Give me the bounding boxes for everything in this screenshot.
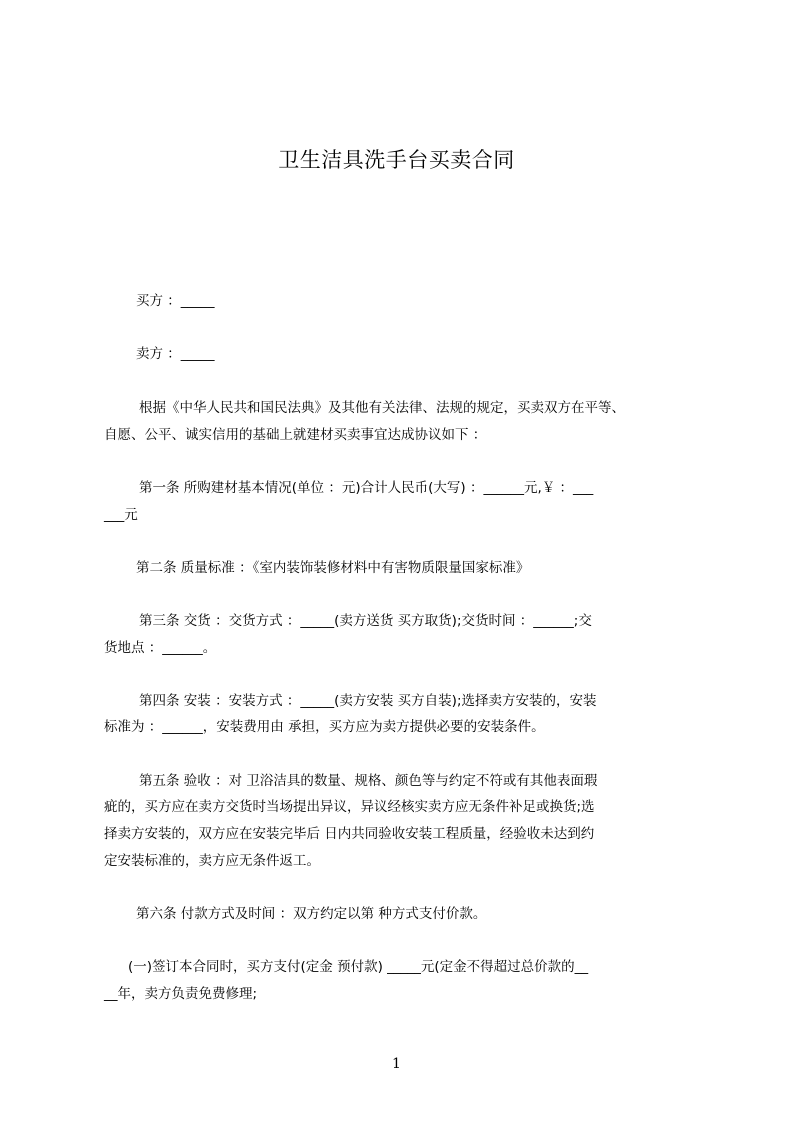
article-1-line-1: 第一条 所购建材基本情况(单位 ：元)合计人民币(大写) ：______元,￥ ：___ [139, 480, 594, 496]
article-5-line-1: 第五条 验收 ：对 卫浴洁具的数量、规格、颜色等与约定不符或有其他表面瑕 [139, 773, 598, 789]
page-number: 1 [392, 1056, 401, 1072]
buyer-line: 买方 ：_____ [136, 293, 215, 309]
document-title: 卫生洁具洗手台买卖合同 [278, 148, 515, 172]
article-4-line-1: 第四条 安装 ：安装方式 ：_____(卖方安装 买方自装);选择卖方安装的，安装 [139, 693, 597, 709]
article-2-line-1: 第二条 质量标准 ：《室内装饰装修材料中有害物质限量国家标准》 [136, 560, 530, 576]
seller-line: 卖方 ：_____ [136, 346, 215, 362]
article-1-line-2: ___元 [104, 507, 138, 523]
article-5-line-2: 疵的，买方应在卖方交货时当场提出异议，异议经核实卖方应无条件补足或换货;选 [104, 799, 595, 815]
article-5-line-3: 择卖方安装的，双方应在安装完毕后 日内共同验收安装工程质量，经验收未达到约 [104, 826, 595, 842]
article-6-line-1: 第六条 付款方式及时间 ：双方约定以第 种方式支付价款。 [136, 906, 487, 922]
article-5-line-4: 定安装标准的，卖方应无条件返工。 [104, 853, 320, 869]
clause-6-1-line-2: __年，卖方负责免费修理; [104, 986, 258, 1002]
clause-6-1-line-1: (一)签订本合同时，买方支付(定金 预付款) _____元(定金不得超过总价款的__ [128, 959, 589, 975]
article-3-line-2: 货地点 ：______。 [104, 640, 217, 656]
preamble-line-1: 根据《中华人民共和国民法典》及其他有关法律、法规的规定，买卖双方在平等、 [139, 400, 625, 416]
article-4-line-2: 标准为 ：______，安装费用由 承担，买方应为卖方提供必要的安装条件。 [104, 719, 545, 735]
article-3-line-1: 第三条 交货 ：交货方式 ：_____(卖方送货 买方取货);交货时间 ：______;交 [139, 613, 592, 629]
preamble-line-2: 自愿、公平、诚实信用的基础上就建材买卖事宜达成协议如下 ： [104, 427, 487, 443]
